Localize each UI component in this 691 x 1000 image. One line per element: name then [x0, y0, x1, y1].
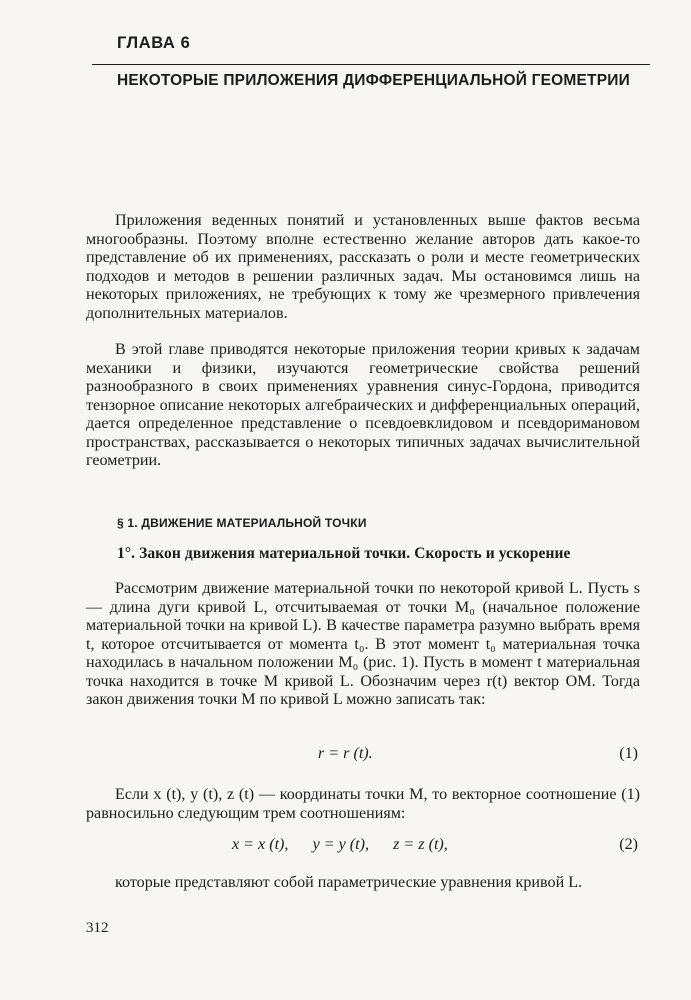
section-heading: § 1. ДВИЖЕНИЕ МАТЕРИАЛЬНОЙ ТОЧКИ	[117, 516, 367, 530]
subsection-heading: 1°. Закон движения материальной точки. Скорость и ускорение	[117, 545, 571, 562]
intro-paragraph-2: В этой главе приводятся некоторые приложения теории кривых к задачам механики и физики, изучаются геометрические свойства решений разнообразного в своих применениях уравнения синус-Гордона, приводится тензорное описание некоторых алгебраических и дифференциальных операций, дается определенное представление о псевдоевклидовом и псевдоримановом пространствах, рассказывается о некоторых типичных задачах вычислительной геометрии.	[86, 341, 640, 469]
body-paragraph-coordinates: Если x (t), y (t), z (t) — координаты точки M, то векторное соотношение (1) равносильно следующим трем соотношениям:	[86, 786, 640, 822]
equation-1-number: (1)	[619, 745, 638, 762]
equation-2-formula: x = x (t), y = y (t), z = z (t),	[232, 836, 448, 853]
body-paragraph-parametric: которые представляют собой параметрические уравнения кривой L.	[115, 874, 583, 891]
equation-1	[86, 745, 640, 767]
equation-2-number: (2)	[619, 836, 638, 853]
chapter-title: НЕКОТОРЫЕ ПРИЛОЖЕНИЯ ДИФФЕРЕНЦИАЛЬНОЙ ГЕОМЕТРИИ	[117, 72, 630, 89]
header-rule	[92, 64, 650, 65]
page-number: 312	[86, 920, 109, 936]
equation-1-formula: r = r (t).	[318, 745, 373, 762]
equation-2	[86, 836, 640, 858]
body-paragraph-motion: Рассмотрим движение материальной точки по некоторой кривой L. Пусть s — длина дуги кривой L, отсчитываемая от точки M₀ (начальное положение материальной точки на кривой L). В качестве параметра разумно выбрать время t, которое отсчитывается от момента t₀. В этот момент t₀ материальная точка находилась в начальном положении M₀ (рис. 1). Пусть в момент t материальная точка находится в точке M кривой L. Обозначим через r(t) вектор OM. Тогда закон движения точки M по кривой L можно записать так:	[86, 580, 640, 708]
chapter-label: ГЛАВА 6	[117, 34, 191, 52]
intro-paragraph-1: Приложения веденных понятий и установленных выше фактов весьма многообразны. Поэтому вполне естественно желание авторов дать какое-то представление об их применениях, рассказать о роли и месте геометрических подходов и методов в решении различных задач. Мы остановимся лишь на некоторых приложениях, не требующих к тому же чрезмерного привлечения дополнительных материалов.	[86, 212, 640, 322]
